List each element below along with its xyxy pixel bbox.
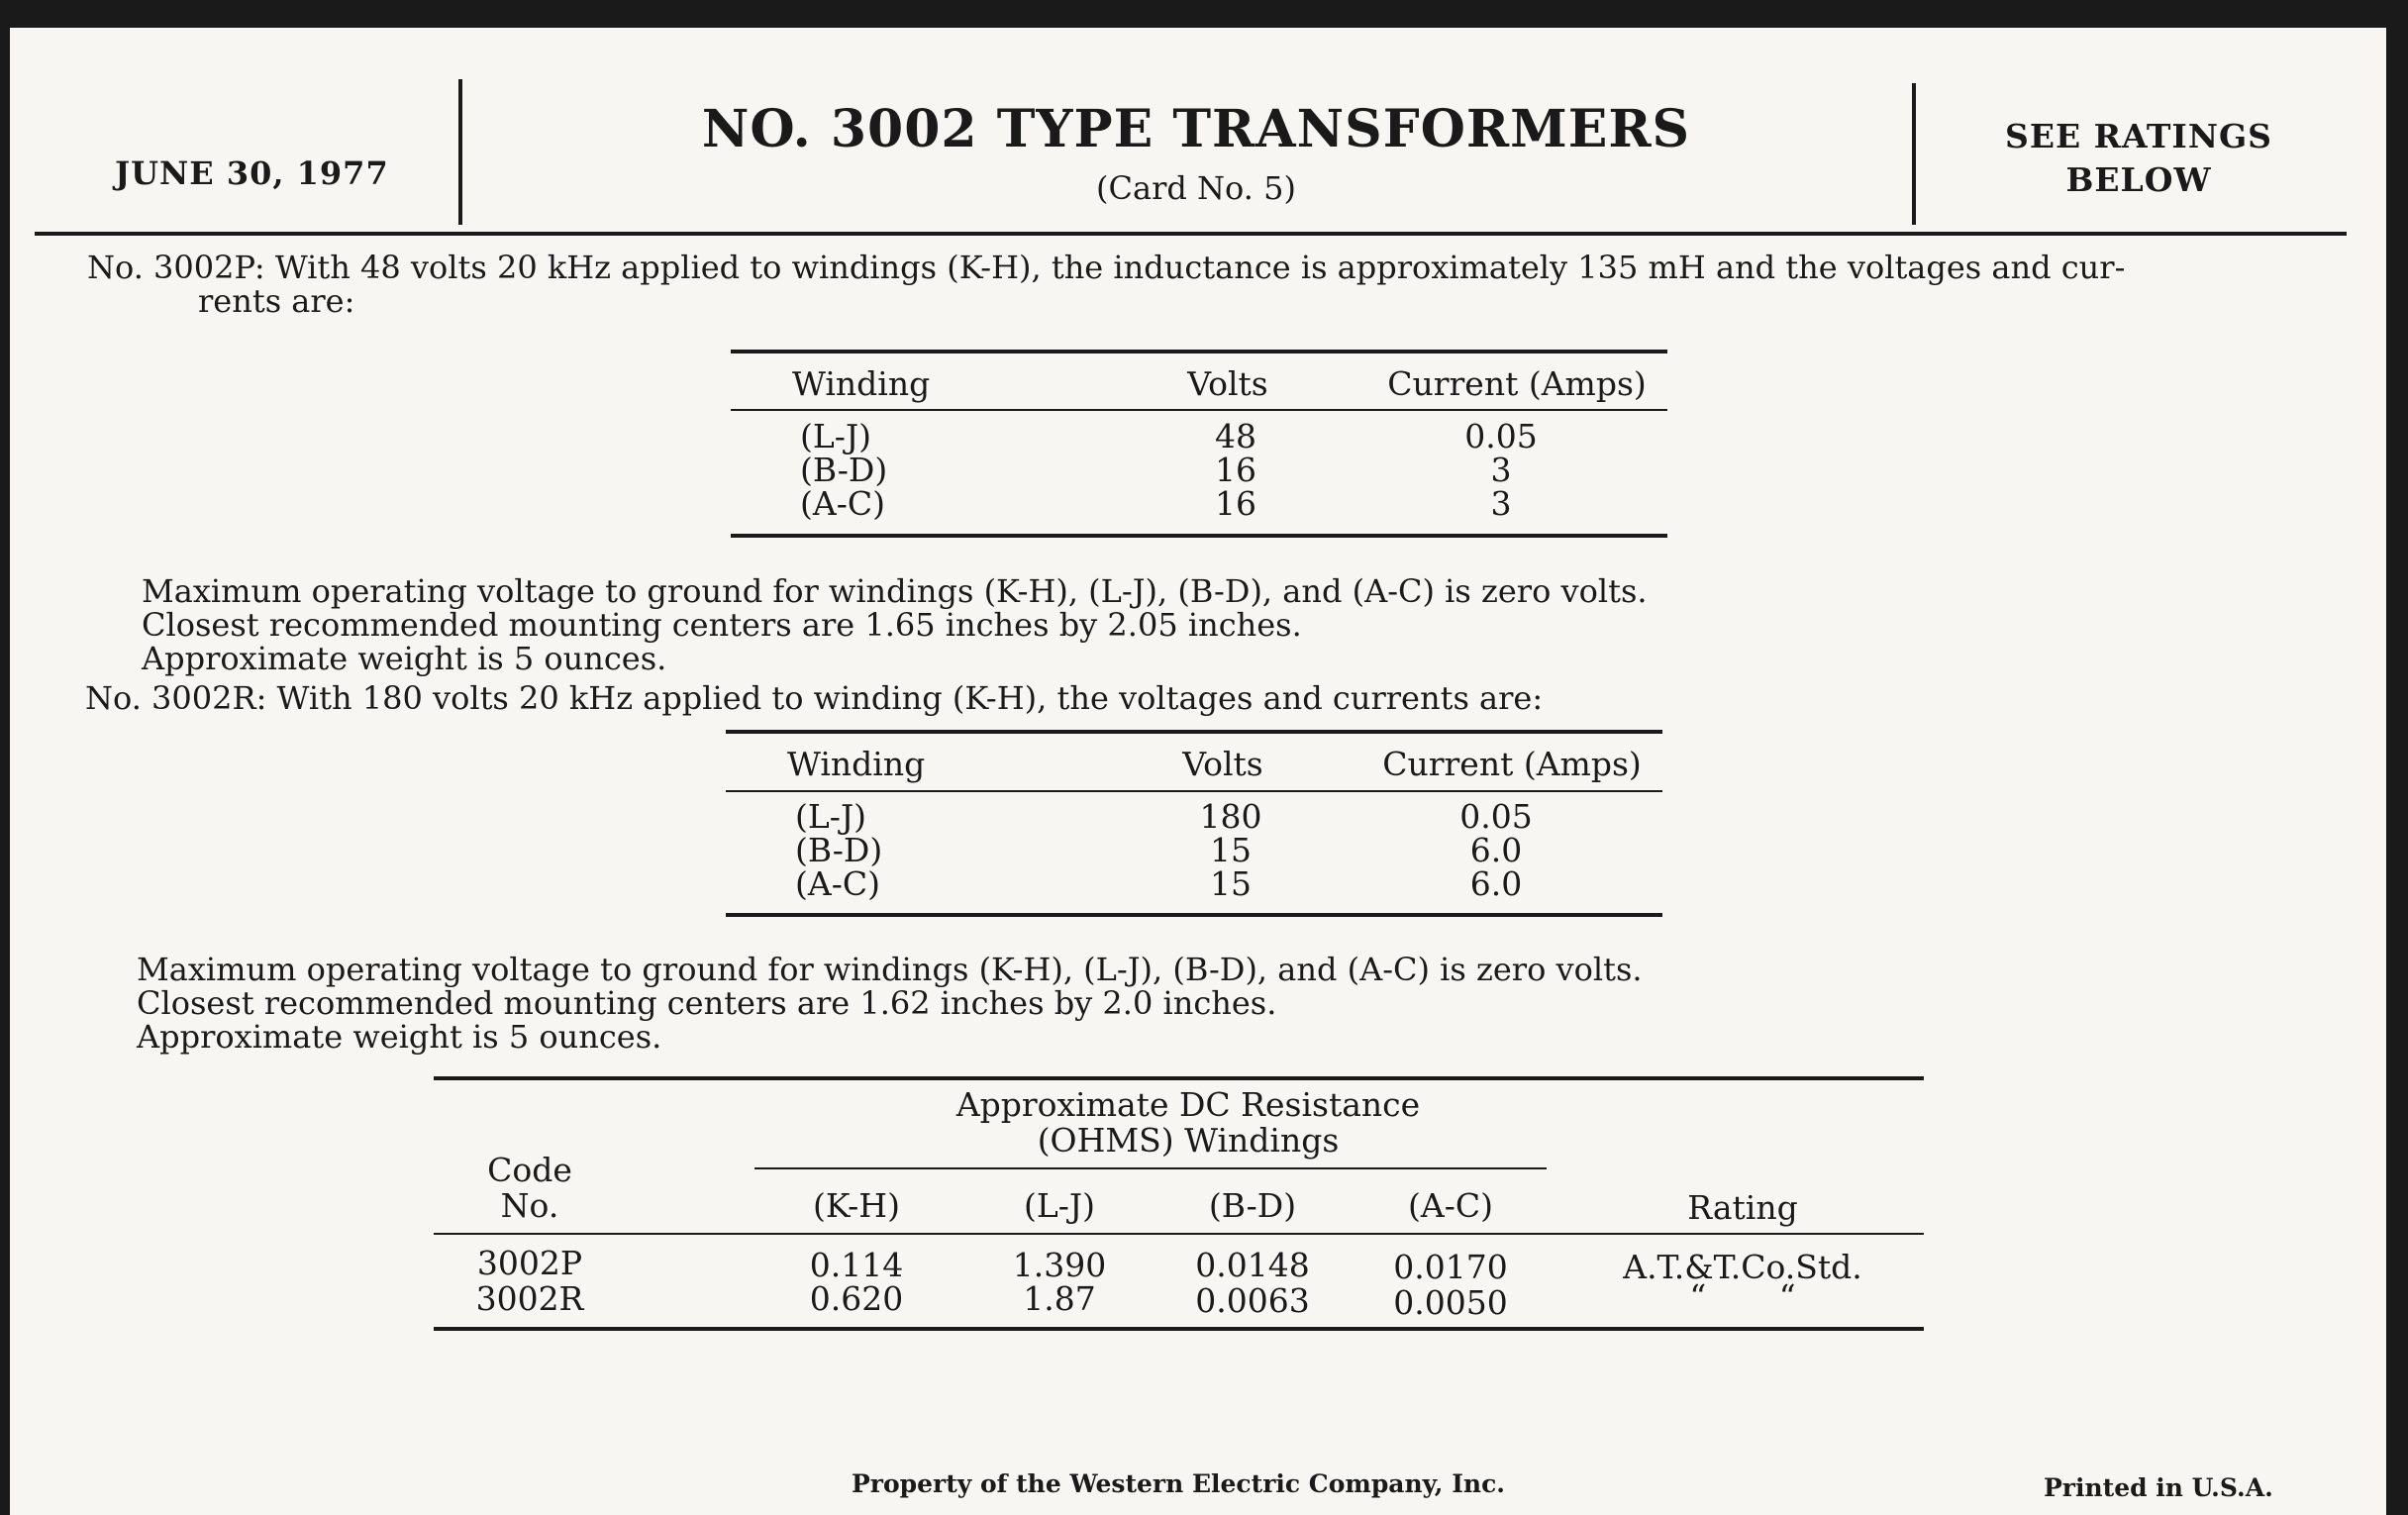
current-cell: 0.05 [1459, 797, 1533, 836]
res-value-cell: 0.0050 [1393, 1283, 1508, 1322]
table-p-header: Current (Amps) [1387, 364, 1647, 403]
note-line: Approximate weight is 5 ounces. [142, 640, 667, 677]
volts-cell: 15 [1210, 864, 1252, 903]
rating-ditto-cell: “ “ [1689, 1277, 1796, 1316]
res-table-mid-rule [434, 1233, 1924, 1235]
note-line: Maximum operating voltage to ground for windings (K-H), (L-J), (B-D), and (A-C) is zero volts. [142, 572, 1648, 610]
code-header-line2: No. [500, 1186, 559, 1225]
ratings-note-line2: BELOW [2065, 160, 2212, 199]
res-code-cell: 3002P [476, 1244, 583, 1282]
header-divider-left [458, 79, 462, 225]
current-cell: 6.0 [1469, 864, 1523, 903]
footer-printed: Printed in U.S.A. [2044, 1473, 2273, 1502]
table-r-mid-rule [726, 790, 1662, 792]
note-line: Closest recommended mounting centers are 1.62 inches by 2.0 inches. [137, 984, 1277, 1022]
table-p [731, 360, 1667, 408]
res-value-cell: 0.0148 [1195, 1246, 1310, 1284]
res-value-cell: 1.87 [1023, 1279, 1096, 1318]
res-table-bottom-rule [434, 1327, 1924, 1331]
volts-cell: 48 [1215, 417, 1256, 455]
winding-cell: (L-J) [800, 417, 872, 455]
res-group-rule [754, 1167, 1547, 1169]
table-p-header-row [731, 360, 1667, 408]
table-r-header: Volts [1182, 745, 1263, 783]
current-cell: 3 [1490, 484, 1512, 523]
code-header [465, 1153, 594, 1224]
table-r-bottom-rule [726, 913, 1662, 917]
intro-3002r: No. 3002R: With 180 volts 20 kHz applied to winding (K-H), the voltages and currents are: [85, 679, 1544, 717]
res-col-header: (B-D) [1208, 1186, 1297, 1225]
res-col-header: (A-C) [1408, 1186, 1493, 1225]
volts-cell: 16 [1215, 451, 1256, 489]
card-subtitle: (Card No. 5) [1096, 169, 1296, 207]
table-r [726, 741, 1662, 788]
rating-cell: A.T.&T.Co.Std. [1623, 1248, 1862, 1286]
table-row [731, 420, 1667, 454]
code-header-line1: Code [487, 1151, 572, 1189]
header-rule [35, 232, 2347, 236]
winding-cell: (B-D) [800, 451, 888, 489]
note-line: Maximum operating voltage to ground for windings (K-H), (L-J), (B-D), and (A-C) is zero volts. [137, 951, 1643, 988]
table-p-mid-rule [731, 409, 1667, 411]
notes-3002p [142, 574, 1648, 675]
table-row [726, 834, 1662, 867]
table-r-header: Current (Amps) [1382, 745, 1642, 783]
volts-cell: 180 [1199, 797, 1262, 836]
intro-3002p-line2: rents are: [198, 282, 355, 320]
winding-cell: (L-J) [795, 797, 867, 836]
table-row [731, 487, 1667, 521]
table-row [726, 800, 1662, 834]
res-value-cell: 0.620 [809, 1279, 904, 1318]
card-date: JUNE 30, 1977 [115, 154, 389, 192]
res-code-cell: 3002R [475, 1279, 584, 1318]
table-p-body [731, 417, 1667, 523]
rating-header: Rating [1687, 1188, 1798, 1227]
current-cell: 0.05 [1464, 417, 1538, 455]
current-cell: 3 [1490, 451, 1512, 489]
table-p-bottom-rule [731, 534, 1667, 538]
footer-property: Property of the Western Electric Company, Inc. [852, 1469, 1506, 1498]
res-value-cell: 0.114 [809, 1246, 904, 1284]
card-title: NO. 3002 TYPE TRANSFORMERS [701, 99, 1691, 159]
volts-cell: 15 [1210, 831, 1252, 869]
res-group-title-line1: Approximate DC Resistance [955, 1085, 1421, 1124]
table-r-body [726, 797, 1662, 903]
res-value-cell: 1.390 [1012, 1246, 1107, 1284]
res-value-cell: 0.0063 [1195, 1281, 1310, 1320]
winding-cell: (A-C) [795, 864, 880, 903]
table-p-header: Winding [792, 364, 931, 403]
res-table-top-rule [434, 1076, 1924, 1080]
ratings-note-line1: SEE RATINGS [2004, 117, 2273, 155]
res-group-title-line2: (OHMS) Windings [1037, 1121, 1340, 1160]
intro-3002p-line1: No. 3002P: With 48 volts 20 kHz applied to windings (K-H), the inductance is approximately 135 mH and the voltages and cur- [87, 249, 2126, 286]
header-divider-right [1912, 83, 1916, 225]
table-p-top-rule [731, 350, 1667, 354]
table-r-header-row [726, 741, 1662, 788]
res-col-header: (L-J) [1023, 1186, 1096, 1225]
table-r-top-rule [726, 730, 1662, 734]
winding-cell: (A-C) [800, 484, 885, 523]
card-title-block [468, 99, 1924, 207]
notes-3002r [137, 953, 1643, 1054]
table-p-header: Volts [1187, 364, 1268, 403]
table-row [731, 454, 1667, 487]
ratings-note [1921, 115, 2357, 202]
res-group-title [752, 1087, 1624, 1159]
table-r-header: Winding [787, 745, 926, 783]
intro-3002p [87, 251, 2125, 318]
note-line: Closest recommended mounting centers are 1.65 inches by 2.05 inches. [142, 606, 1302, 644]
catalog-card [10, 28, 2386, 1515]
current-cell: 6.0 [1469, 831, 1523, 869]
volts-cell: 16 [1215, 484, 1256, 523]
res-col-header: (K-H) [813, 1186, 900, 1225]
res-value-cell: 0.0170 [1393, 1248, 1508, 1286]
note-line: Approximate weight is 5 ounces. [137, 1018, 662, 1056]
winding-cell: (B-D) [795, 831, 883, 869]
table-row [726, 867, 1662, 901]
